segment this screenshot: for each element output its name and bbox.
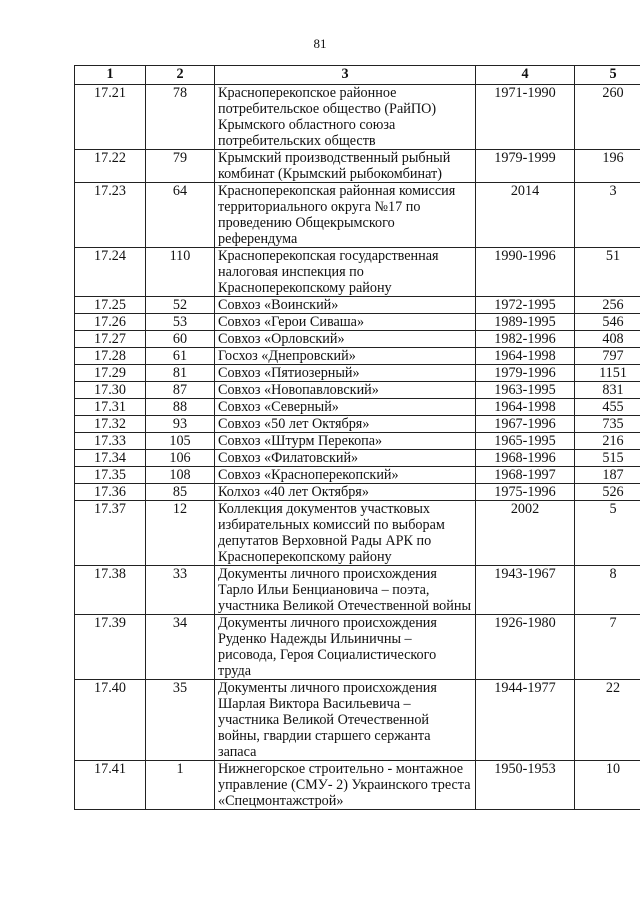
date-range-cell: 2002 bbox=[476, 501, 575, 566]
date-range-cell: 1926-1980 bbox=[476, 615, 575, 680]
archive-table bbox=[74, 65, 640, 810]
date-range-cell: 1968-1997 bbox=[476, 467, 575, 484]
table-row bbox=[75, 433, 640, 450]
fund-number-cell: 61 bbox=[146, 348, 215, 365]
column-header-3: 3 bbox=[215, 66, 476, 85]
date-range-cell: 1944-1977 bbox=[476, 680, 575, 761]
fund-number-cell: 79 bbox=[146, 150, 215, 183]
row-number-cell: 17.38 bbox=[75, 566, 146, 615]
date-range-cell: 1950-1953 bbox=[476, 761, 575, 810]
row-number-cell: 17.25 bbox=[75, 297, 146, 314]
date-range-cell: 1990-1996 bbox=[476, 248, 575, 297]
date-range-cell: 1967-1996 bbox=[476, 416, 575, 433]
item-count-cell: 526 bbox=[575, 484, 640, 501]
date-range-cell: 1989-1995 bbox=[476, 314, 575, 331]
table-row bbox=[75, 248, 640, 297]
row-number-cell: 17.37 bbox=[75, 501, 146, 566]
fund-number-cell: 35 bbox=[146, 680, 215, 761]
date-range-cell: 1964-1998 bbox=[476, 348, 575, 365]
row-number-cell: 17.23 bbox=[75, 183, 146, 248]
row-number-cell: 17.36 bbox=[75, 484, 146, 501]
column-header-5: 5 bbox=[575, 66, 640, 85]
fund-number-cell: 81 bbox=[146, 365, 215, 382]
row-number-cell: 17.32 bbox=[75, 416, 146, 433]
fund-number-cell: 106 bbox=[146, 450, 215, 467]
date-range-cell: 1979-1999 bbox=[476, 150, 575, 183]
row-number-cell: 17.35 bbox=[75, 467, 146, 484]
fund-title-cell: Совхоз «50 лет Октября» bbox=[215, 416, 476, 433]
row-number-cell: 17.22 bbox=[75, 150, 146, 183]
fund-number-cell: 1 bbox=[146, 761, 215, 810]
fund-title-cell: Документы личного происхождения Тарло Ильи Бенциановича – поэта, участника Великой Отечественной войны bbox=[215, 566, 476, 615]
column-header-1: 1 bbox=[75, 66, 146, 85]
fund-title-cell: Нижнегорское строительно - монтажное управление (СМУ- 2) Украинского треста «Спецмонтажстрой» bbox=[215, 761, 476, 810]
fund-number-cell: 52 bbox=[146, 297, 215, 314]
fund-number-cell: 108 bbox=[146, 467, 215, 484]
table-header-row bbox=[75, 66, 640, 85]
fund-title-cell: Совхоз «Пятиозерный» bbox=[215, 365, 476, 382]
fund-title-cell: Госхоз «Днепровский» bbox=[215, 348, 476, 365]
item-count-cell: 797 bbox=[575, 348, 640, 365]
fund-title-cell: Красноперекопское районное потребительское общество (РайПО) Крымского областного союза потребительских обществ bbox=[215, 85, 476, 150]
table-row bbox=[75, 416, 640, 433]
table-row bbox=[75, 331, 640, 348]
item-count-cell: 22 bbox=[575, 680, 640, 761]
row-number-cell: 17.39 bbox=[75, 615, 146, 680]
row-number-cell: 17.28 bbox=[75, 348, 146, 365]
fund-title-cell: Совхоз «Орловский» bbox=[215, 331, 476, 348]
column-header-2: 2 bbox=[146, 66, 215, 85]
fund-title-cell: Совхоз «Новопавловский» bbox=[215, 382, 476, 399]
item-count-cell: 10 bbox=[575, 761, 640, 810]
table-row bbox=[75, 615, 640, 680]
item-count-cell: 256 bbox=[575, 297, 640, 314]
page-number: 81 bbox=[313, 36, 327, 51]
row-number-cell: 17.21 bbox=[75, 85, 146, 150]
fund-number-cell: 60 bbox=[146, 331, 215, 348]
row-number-cell: 17.29 bbox=[75, 365, 146, 382]
item-count-cell: 455 bbox=[575, 399, 640, 416]
fund-number-cell: 87 bbox=[146, 382, 215, 399]
fund-number-cell: 12 bbox=[146, 501, 215, 566]
fund-title-cell: Совхоз «Филатовский» bbox=[215, 450, 476, 467]
item-count-cell: 196 bbox=[575, 150, 640, 183]
table-row bbox=[75, 399, 640, 416]
date-range-cell: 1963-1995 bbox=[476, 382, 575, 399]
date-range-cell: 1971-1990 bbox=[476, 85, 575, 150]
row-number-cell: 17.24 bbox=[75, 248, 146, 297]
row-number-cell: 17.30 bbox=[75, 382, 146, 399]
item-count-cell: 5 bbox=[575, 501, 640, 566]
table-row bbox=[75, 382, 640, 399]
date-range-cell: 1965-1995 bbox=[476, 433, 575, 450]
table-row bbox=[75, 467, 640, 484]
column-header-4: 4 bbox=[476, 66, 575, 85]
table-row bbox=[75, 85, 640, 150]
fund-title-cell: Документы личного происхождения Шарлая Виктора Васильевича – участника Великой Отечественной войны, гвардии старшего сержанта запаса bbox=[215, 680, 476, 761]
date-range-cell: 1979-1996 bbox=[476, 365, 575, 382]
item-count-cell: 831 bbox=[575, 382, 640, 399]
row-number-cell: 17.31 bbox=[75, 399, 146, 416]
date-range-cell: 1943-1967 bbox=[476, 566, 575, 615]
fund-title-cell: Колхоз «40 лет Октября» bbox=[215, 484, 476, 501]
table-row bbox=[75, 365, 640, 382]
date-range-cell: 1968-1996 bbox=[476, 450, 575, 467]
table-row bbox=[75, 150, 640, 183]
date-range-cell: 1964-1998 bbox=[476, 399, 575, 416]
item-count-cell: 216 bbox=[575, 433, 640, 450]
fund-number-cell: 78 bbox=[146, 85, 215, 150]
table-row bbox=[75, 501, 640, 566]
table-row bbox=[75, 680, 640, 761]
fund-title-cell: Красноперекопская государственная налоговая инспекция по Красноперекопскому району bbox=[215, 248, 476, 297]
date-range-cell: 1982-1996 bbox=[476, 331, 575, 348]
fund-title-cell: Совхоз «Герои Сиваша» bbox=[215, 314, 476, 331]
table-row bbox=[75, 183, 640, 248]
fund-title-cell: Коллекция документов участковых избирательных комиссий по выборам депутатов Верховной Рады АРК по Красноперекопскому району bbox=[215, 501, 476, 566]
row-number-cell: 17.34 bbox=[75, 450, 146, 467]
fund-title-cell: Совхоз «Красноперекопский» bbox=[215, 467, 476, 484]
fund-title-cell: Совхоз «Северный» bbox=[215, 399, 476, 416]
table-row bbox=[75, 450, 640, 467]
item-count-cell: 735 bbox=[575, 416, 640, 433]
fund-number-cell: 85 bbox=[146, 484, 215, 501]
item-count-cell: 260 bbox=[575, 85, 640, 150]
table-row bbox=[75, 484, 640, 501]
date-range-cell: 1972-1995 bbox=[476, 297, 575, 314]
date-range-cell: 1975-1996 bbox=[476, 484, 575, 501]
item-count-cell: 1151 bbox=[575, 365, 640, 382]
fund-number-cell: 64 bbox=[146, 183, 215, 248]
fund-title-cell: Документы личного происхождения Руденко Надежды Ильиничны – рисовода, Героя Социалистического труда bbox=[215, 615, 476, 680]
fund-title-cell: Совхоз «Воинский» bbox=[215, 297, 476, 314]
item-count-cell: 7 bbox=[575, 615, 640, 680]
table-row bbox=[75, 348, 640, 365]
fund-number-cell: 33 bbox=[146, 566, 215, 615]
date-range-cell: 2014 bbox=[476, 183, 575, 248]
table-body bbox=[75, 85, 640, 810]
row-number-cell: 17.33 bbox=[75, 433, 146, 450]
fund-number-cell: 34 bbox=[146, 615, 215, 680]
item-count-cell: 3 bbox=[575, 183, 640, 248]
row-number-cell: 17.26 bbox=[75, 314, 146, 331]
fund-title-cell: Крымский производственный рыбный комбинат (Крымский рыбокомбинат) bbox=[215, 150, 476, 183]
fund-number-cell: 88 bbox=[146, 399, 215, 416]
item-count-cell: 515 bbox=[575, 450, 640, 467]
fund-number-cell: 110 bbox=[146, 248, 215, 297]
table-row bbox=[75, 314, 640, 331]
item-count-cell: 546 bbox=[575, 314, 640, 331]
table-row bbox=[75, 297, 640, 314]
row-number-cell: 17.27 bbox=[75, 331, 146, 348]
fund-number-cell: 93 bbox=[146, 416, 215, 433]
row-number-cell: 17.40 bbox=[75, 680, 146, 761]
item-count-cell: 51 bbox=[575, 248, 640, 297]
table-row bbox=[75, 566, 640, 615]
fund-number-cell: 105 bbox=[146, 433, 215, 450]
item-count-cell: 8 bbox=[575, 566, 640, 615]
fund-number-cell: 53 bbox=[146, 314, 215, 331]
fund-title-cell: Совхоз «Штурм Перекопа» bbox=[215, 433, 476, 450]
fund-title-cell: Красноперекопская районная комиссия территориального округа №17 по проведению Общекрымского референдума bbox=[215, 183, 476, 248]
row-number-cell: 17.41 bbox=[75, 761, 146, 810]
item-count-cell: 187 bbox=[575, 467, 640, 484]
item-count-cell: 408 bbox=[575, 331, 640, 348]
table-row bbox=[75, 761, 640, 810]
